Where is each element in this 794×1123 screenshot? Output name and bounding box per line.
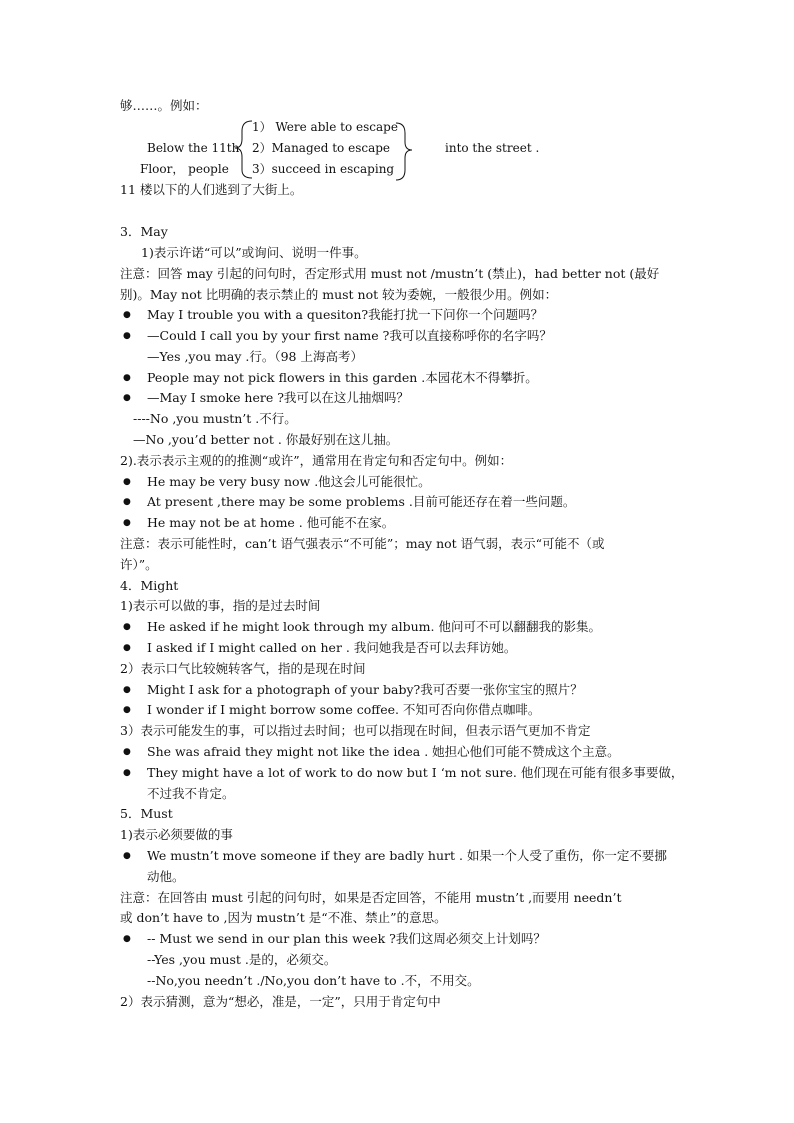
bullet-icon: ●: [123, 393, 131, 403]
might-example-2: I asked if I might called on her . 我问她我是否可以去拜访她。: [147, 640, 517, 655]
may-note-1-line2: 别)。May not 比明确的表示禁止的 must not 较为委婉，一般很少用。例如：: [120, 287, 558, 302]
bullet-icon: ●: [123, 768, 131, 778]
must-note-line2: 或 don’t have to ,因为 mustn’t 是“不准、禁止”的意思。: [120, 910, 447, 925]
bullet-icon: ●: [123, 518, 131, 528]
might-subheading-2: 2）表示口气比较婉转客气，指的是现在时间: [120, 661, 366, 676]
may-example-1: May I trouble you with a quesiton?我能打扰一下问你一个问题吗？: [147, 307, 544, 322]
may-example-4-reply-1: ----No ,you mustn’t .不行。: [133, 411, 297, 426]
example-translation: 11 楼以下的人们逃到了大街上。: [120, 182, 303, 197]
must-example-1-line2: 动他。: [147, 869, 185, 884]
bullet-icon: ●: [123, 477, 131, 487]
may-subheading-2: 2).表示表示主观的的推测“或许”，通常用在肯定句和否定句中。例如：: [120, 453, 513, 468]
bullet-icon: ●: [123, 747, 131, 757]
curly-brace-icon: [0, 0, 794, 200]
bullet-icon: ●: [123, 497, 131, 507]
section-heading-must: 5．Must: [120, 806, 173, 821]
section-heading-might: 4．Might: [120, 578, 179, 593]
bullet-icon: ●: [123, 310, 131, 320]
must-example-1-line1: We mustn’t move someone if they are badly hurt . 如果一个人受了重伤，你一定不要挪: [147, 848, 667, 863]
intro-text: 够……。例如：: [120, 98, 208, 113]
must-subheading-2: 2）表示猜测，意为“想必，准是，一定”，只用于肯定句中: [120, 994, 441, 1009]
example-left-line2: Floor， people: [140, 162, 229, 176]
may-example-5: He may be very busy now .他这会儿可能很忙。: [147, 474, 431, 489]
might-subheading-1: 1)表示可以做的事，指的是过去时间: [120, 598, 321, 613]
bullet-icon: ●: [123, 643, 131, 653]
bullet-icon: ●: [123, 934, 131, 944]
may-note-1-line1: 注意：回答 may 引起的问句时，否定形式用 must not /mustn’t (禁止)，had better not (最好: [120, 266, 660, 281]
may-example-4: —May I smoke here ?我可以在这儿抽烟吗？: [147, 390, 409, 405]
must-note-line1: 注意：在回答由 must 引起的问句时，如果是否定回答，不能用 mustn’t ,而要用 needn’t: [120, 890, 622, 905]
example-option-2: 2）Managed to escape: [252, 141, 391, 155]
might-example-3: Might I ask for a photograph of your baby?我可否要一张你宝宝的照片？: [147, 682, 583, 697]
bullet-icon: ●: [123, 331, 131, 341]
bullet-icon: ●: [123, 685, 131, 695]
bullet-icon: ●: [123, 622, 131, 632]
example-option-1: 1） Were able to escape: [252, 120, 398, 134]
must-example-2-reply-1: --Yes ,you must .是的，必须交。: [147, 952, 337, 967]
must-example-2-reply-2: --No,you needn’t ./No,you don’t have to .不，不用交。: [147, 973, 480, 988]
bullet-icon: ●: [123, 705, 131, 715]
bullet-icon: ●: [123, 373, 131, 383]
may-example-2: —Could I call you by your first name ?我可以直接称呼你的名字吗？: [147, 328, 552, 343]
example-right: into the street .: [445, 141, 540, 155]
may-note-2-line2: 许）”。: [120, 557, 158, 572]
might-example-4: I wonder if I might borrow some coffee. 不知可否向你借点咖啡。: [147, 702, 541, 717]
may-example-3: People may not pick flowers in this garden .本园花木不得攀折。: [147, 370, 538, 385]
may-note-2-line1: 注意：表示可能性时，can’t 语气强表示“不可能”；may not 语气弱，表示“可能不（或: [120, 536, 605, 551]
example-option-3: 3）succeed in escaping: [252, 162, 395, 176]
bullet-icon: ●: [123, 851, 131, 861]
may-example-4-reply-2: —No ,you’d better not . 你最好别在这儿抽。: [133, 432, 399, 447]
might-subheading-3: 3）表示可能发生的事，可以指过去时间；也可以指现在时间，但表示语气更加不肯定: [120, 723, 591, 738]
may-example-7: He may not be at home . 他可能不在家。: [147, 515, 395, 530]
might-example-6-line2: 不过我不肯定。: [147, 786, 235, 801]
example-left-line1: Below the 11th: [147, 141, 240, 155]
might-example-1: He asked if he might look through my album. 他问可不可以翻翻我的影集。: [147, 619, 601, 634]
may-example-2-reply: —Yes ,you may .行。（98 上海高考）: [147, 349, 363, 364]
must-subheading-1: 1)表示必须要做的事: [120, 827, 233, 842]
might-example-5: She was afraid they might not like the idea . 她担心他们可能不赞成这个主意。: [147, 744, 620, 759]
might-example-6-line1: They might have a lot of work to do now but I ‘m not sure. 他们现在可能有很多事要做，: [147, 765, 684, 780]
may-subheading-1: 1)表示许诺“可以”或询问、说明一件事。: [141, 245, 367, 260]
section-heading-may: 3．May: [120, 224, 168, 239]
must-example-2: -- Must we send in our plan this week ?我们这周必须交上计划吗？: [147, 931, 546, 946]
may-example-6: At present ,there may be some problems .目前可能还存在着一些问题。: [147, 494, 576, 509]
